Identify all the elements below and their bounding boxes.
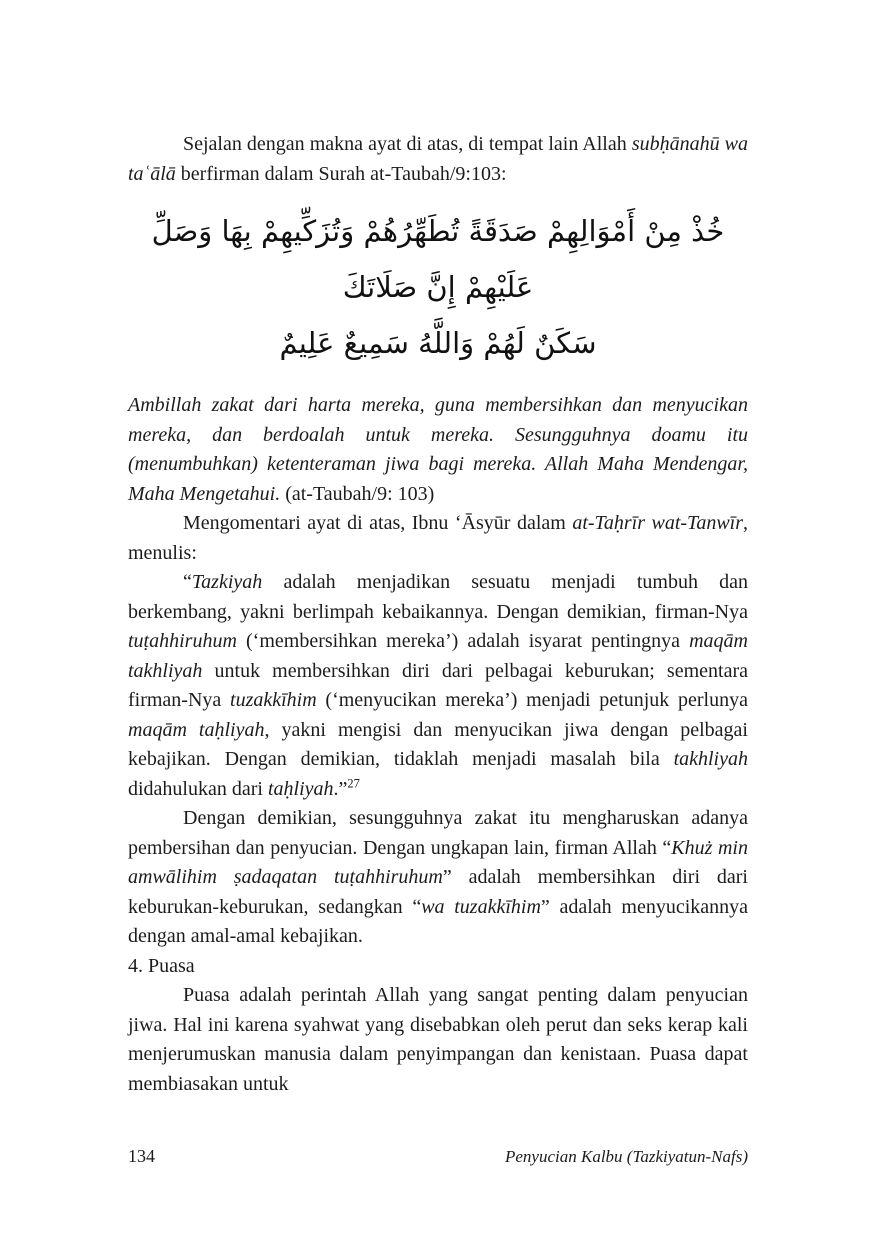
section-heading-puasa: 4. Puasa xyxy=(128,954,195,977)
paragraph-commentary-intro: Mengomentari ayat di atas, Ibnu ‘Āsyūr dalam at-Taḥrīr wat-Tanwīr, menulis: xyxy=(128,512,749,564)
verse-translation: Ambillah zakat dari harta mereka, guna membersihkan dan menyucikan mereka, dan berdoalah untuk mereka. Sesungguhnya doamu itu (menumbuhkan) ketenteraman jiwa bagi mereka. Allah Maha Mendengar, Maha Mengetahui. (at-Taubah/9: 103) xyxy=(128,394,748,505)
quran-verse-line-2: سَكَنٌ لَهُمْ وَاللَّهُ سَمِيعٌ عَلِيمٌ xyxy=(279,326,597,360)
quran-verse-arabic xyxy=(128,203,748,371)
paragraph-puasa: Puasa adalah perintah Allah yang sangat penting dalam penyucian jiwa. Hal ini karena syahwat yang disebabkan oleh perut dan seks kerap kali menjerumuskan manusia dalam penyimpangan dan kenistaan. Puasa dapat membiasakan untuk xyxy=(128,984,748,1095)
page-number: 134 xyxy=(128,1146,155,1166)
paragraph-intro: Sejalan dengan makna ayat di atas, di tempat lain Allah subḥānahū wa taʿālā berfirman dalam Surah at-Taubah/9:103: xyxy=(128,133,748,185)
page-footer xyxy=(128,1146,748,1167)
paragraph-commentary-quote: “Tazkiyah adalah menjadikan sesuatu menjadi tumbuh dan berkembang, yakni berlimpah kebaikannya. Dengan demikian, firman-Nya tuṭahhiruhum (‘membersihkan mereka’) adalah isyarat pentingnya maqām takhliyah untuk membersihkan diri dari pelbagai keburukan; sementara firman-Nya tuzakkīhim (‘menyucikan mereka’) menjadi petunjuk perlunya maqām taḥliyah, yakni mengisi dan menyucikan jiwa dengan pelbagai kebajikan. Dengan demikian, tidaklah menjadi masalah bila takhliyah didahulukan dari taḥliyah.”$^{27}$ xyxy=(128,571,748,800)
paragraph-zakat-conclusion: Dengan demikian, sesungguhnya zakat itu mengharuskan adanya pembersihan dan penyucian. Dengan ungkapan lain, firman Allah “Khuż min amwālihim ṣadaqatan tuṭahhiruhum” adalah membersihkan diri dari keburukan-keburukan, sedangkan “wa tuzakkīhim” adalah menyucikannya dengan amal-amal kebajikan. xyxy=(128,807,749,947)
quran-verse-line-1: خُذْ مِنْ أَمْوَالِهِمْ صَدَقَةً تُطَهِّرُهُمْ وَتُزَكِّيهِمْ بِهَا وَصَلِّ عَلَيْهِمْ إِنَّ صَلَاتَكَ xyxy=(151,214,725,304)
text-block xyxy=(128,130,748,1099)
running-title: Penyucian Kalbu (Tazkiyatun-Nafs) xyxy=(504,1147,748,1166)
